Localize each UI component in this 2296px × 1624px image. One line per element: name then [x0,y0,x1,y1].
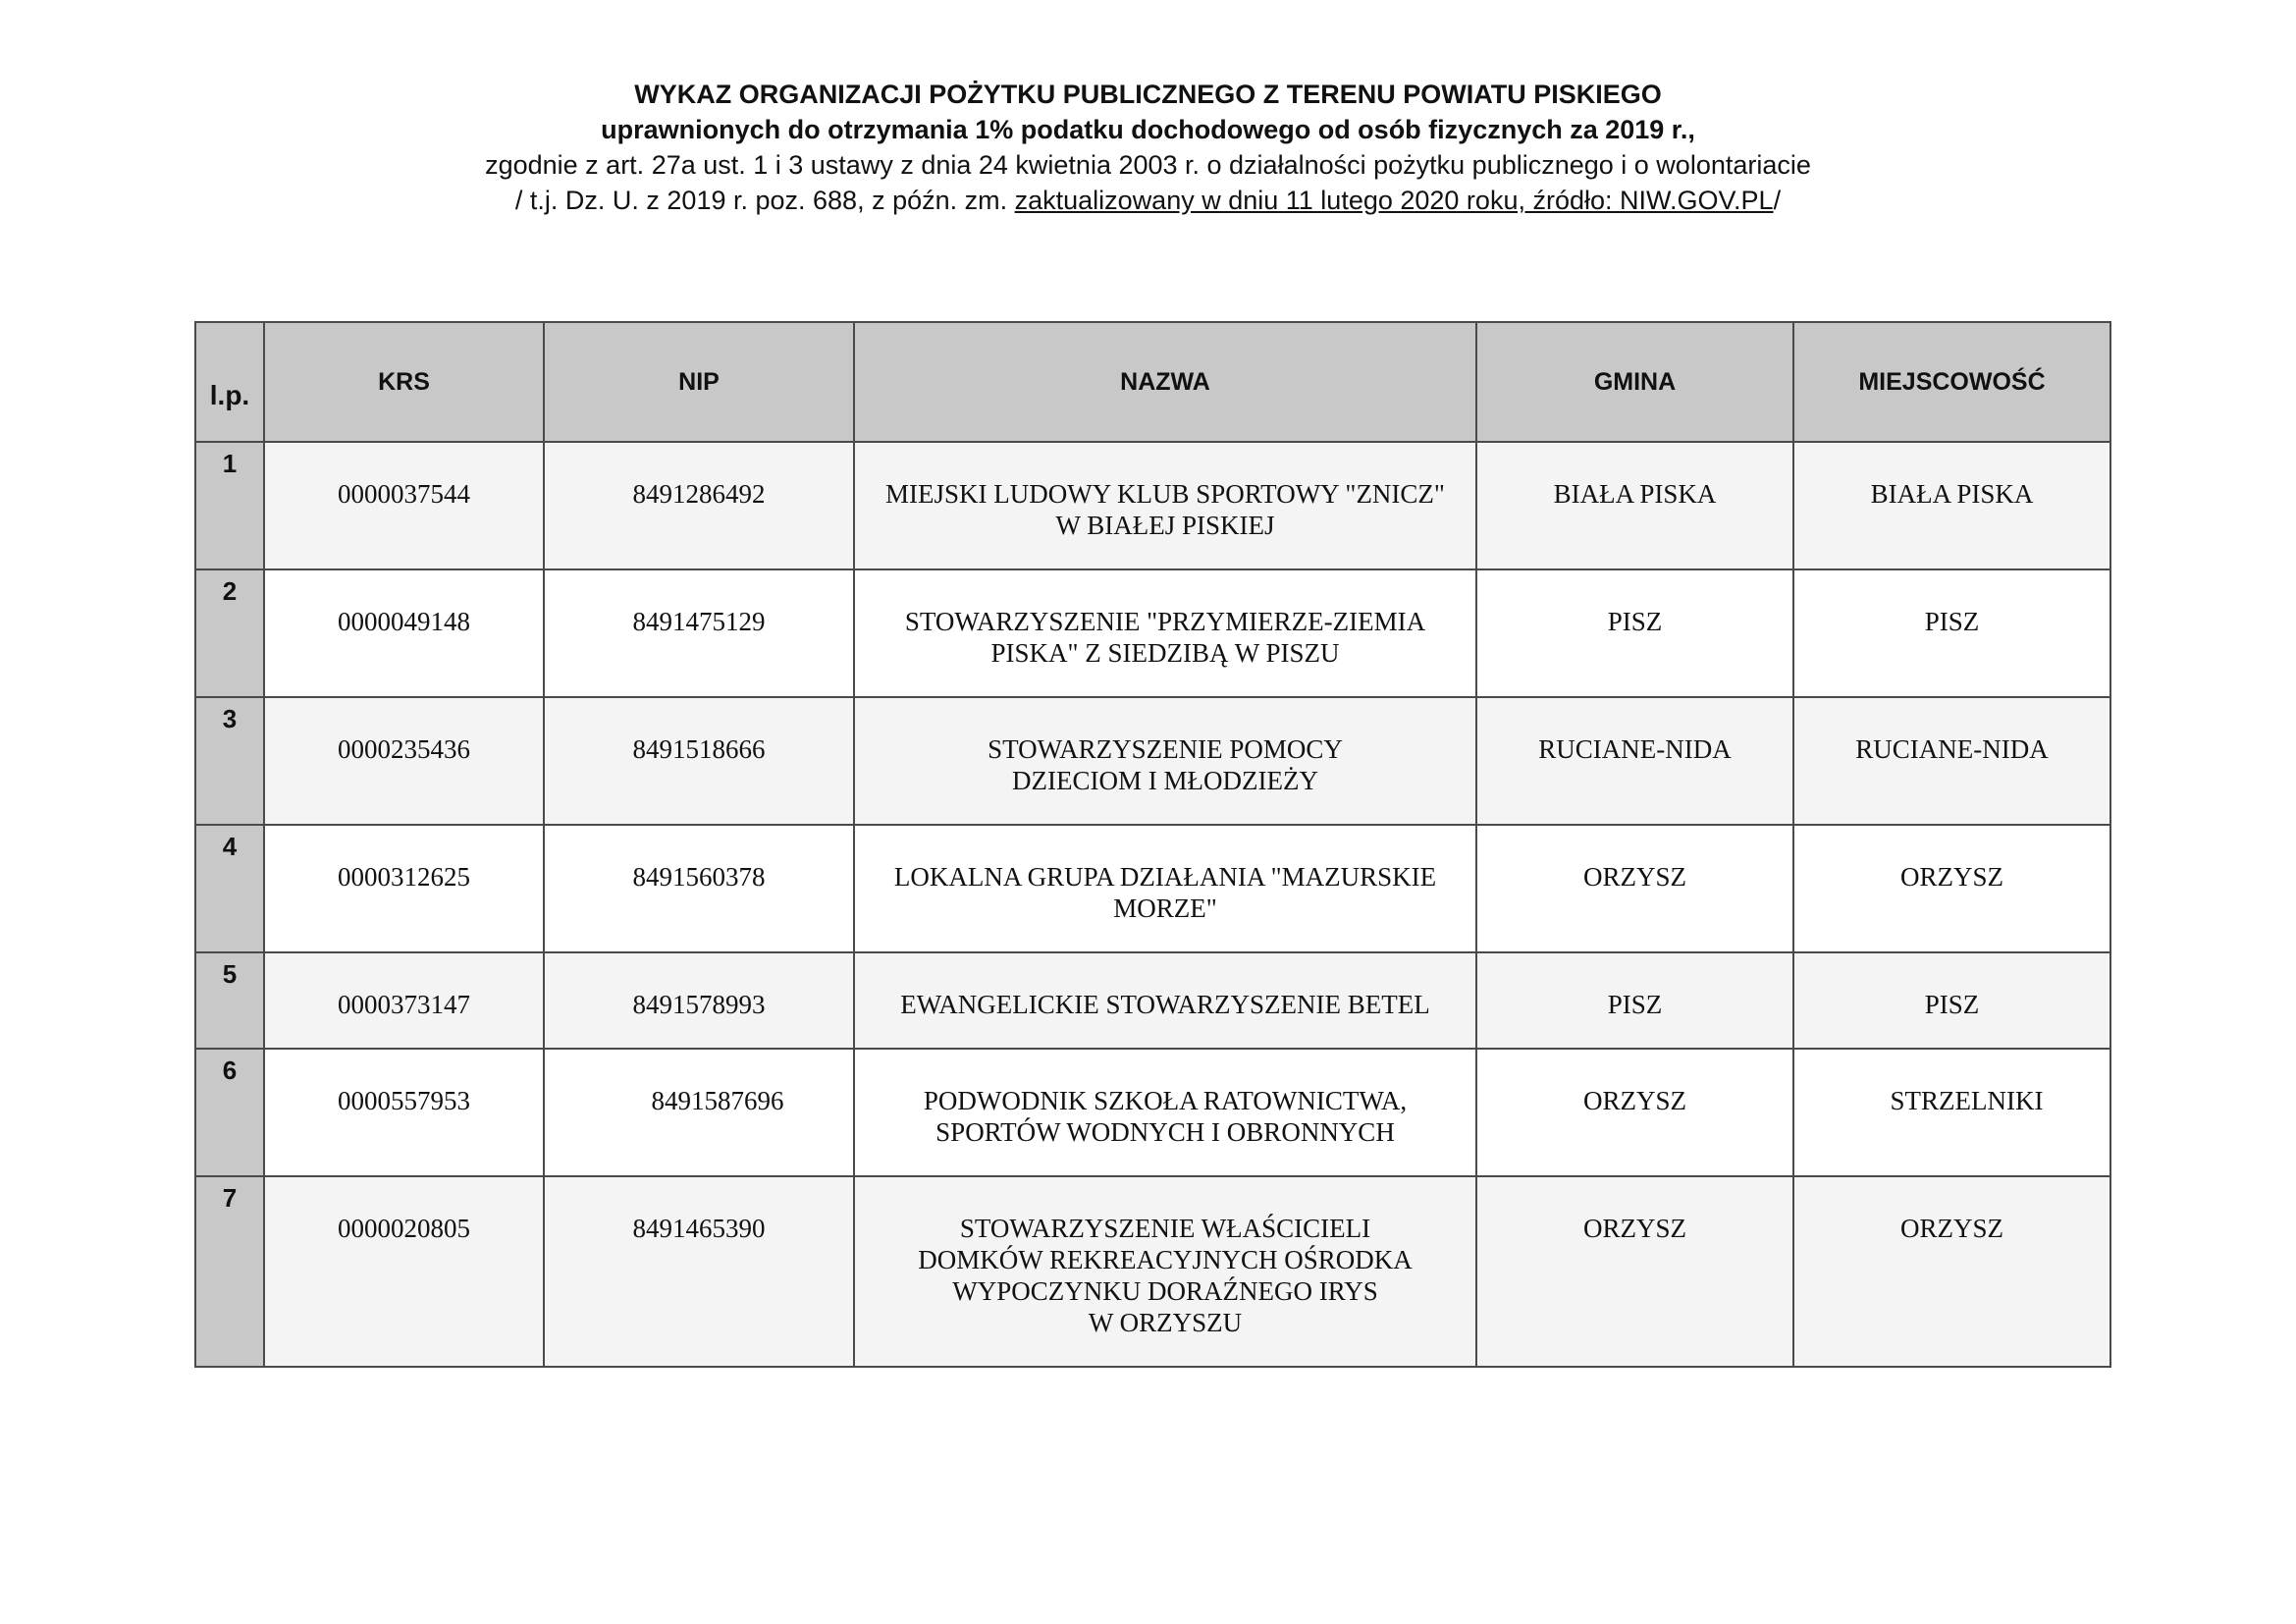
row-number: 4 [195,825,264,952]
source-line-text: / t.j. Dz. U. z 2019 r. poz. 688, z późn. zm. [514,186,1015,215]
nazwa-cell: EWANGELICKIE STOWARZYSZENIE BETEL [854,952,1476,1049]
gmina-cell: BIAŁA PISKA [1476,442,1793,569]
miejscowosc-cell: ORZYSZ [1793,1176,2110,1367]
table-row [195,1176,2110,1367]
table-row [195,697,2110,825]
nazwa-cell: LOKALNA GRUPA DZIAŁANIA "MAZURSKIE MORZE" [854,825,1476,952]
table-row [195,825,2110,952]
gmina-cell: ORZYSZ [1476,825,1793,952]
document-subtitle: uprawnionych do otrzymania 1% podatku dochodowego od osób fizycznych za 2019 r., [601,115,1695,144]
miejscowosc-cell: PISZ [1793,569,2110,697]
nip-cell: 8491475129 [544,569,854,697]
column-header-nip: NIP [544,322,854,442]
table-row [195,952,2110,1049]
miejscowosc-cell: STRZELNIKI [1793,1049,2110,1176]
krs-cell: 0000235436 [264,697,544,825]
krs-cell: 0000037544 [264,442,544,569]
table-row [195,569,2110,697]
legal-basis-line: zgodnie z art. 27a ust. 1 i 3 ustawy z dnia 24 kwietnia 2003 r. o działalności pożytku publicznego i o wolontariacie [485,150,1811,180]
krs-cell: 0000312625 [264,825,544,952]
row-number: 6 [195,1049,264,1176]
column-header-krs: KRS [264,322,544,442]
krs-cell: 0000020805 [264,1176,544,1367]
column-header-nazwa: NAZWA [854,322,1476,442]
row-number: 7 [195,1176,264,1367]
source-line-end: / [1773,186,1782,215]
miejscowosc-cell: RUCIANE-NIDA [1793,697,2110,825]
column-header-miejscowosc: MIEJSCOWOŚĆ [1793,322,2110,442]
nip-cell: 8491518666 [544,697,854,825]
nazwa-cell: STOWARZYSZENIE POMOCY DZIECIOM I MŁODZIEŻY [854,697,1476,825]
nip-cell: 8491286492 [544,442,854,569]
nazwa-cell: STOWARZYSZENIE "PRZYMIERZE-ZIEMIA PISKA" Z SIEDZIBĄ W PISZU [854,569,1476,697]
gmina-cell: RUCIANE-NIDA [1476,697,1793,825]
organizations-table [194,321,2111,1368]
krs-cell: 0000049148 [264,569,544,697]
source-update-note: zaktualizowany w dniu 11 lutego 2020 roku, źródło: NIW.GOV.PL [1014,186,1774,215]
row-number: 2 [195,569,264,697]
nip-cell: 8491560378 [544,825,854,952]
column-header-gmina: GMINA [1476,322,1793,442]
gmina-cell: PISZ [1476,952,1793,1049]
row-number: 1 [195,442,264,569]
gmina-cell: ORZYSZ [1476,1049,1793,1176]
row-number: 3 [195,697,264,825]
document-header [0,77,2296,218]
nazwa-cell: MIEJSKI LUDOWY KLUB SPORTOWY "ZNICZ" W BIAŁEJ PISKIEJ [854,442,1476,569]
table-header-row [195,322,2110,442]
row-number: 5 [195,952,264,1049]
gmina-cell: ORZYSZ [1476,1176,1793,1367]
miejscowosc-cell: PISZ [1793,952,2110,1049]
gmina-cell: PISZ [1476,569,1793,697]
miejscowosc-cell: BIAŁA PISKA [1793,442,2110,569]
source-line [0,183,2296,218]
nazwa-cell: STOWARZYSZENIE WŁAŚCICIELI DOMKÓW REKREACYJNYCH OŚRODKA WYPOCZYNKU DORAŹNEGO IRYS W ORZYSZU [854,1176,1476,1367]
krs-cell: 0000373147 [264,952,544,1049]
nip-cell: 8491465390 [544,1176,854,1367]
miejscowosc-cell: ORZYSZ [1793,825,2110,952]
table-row [195,1049,2110,1176]
nazwa-cell: PODWODNIK SZKOŁA RATOWNICTWA, SPORTÓW WODNYCH I OBRONNYCH [854,1049,1476,1176]
nip-cell: 8491587696 [544,1049,854,1176]
table-row [195,442,2110,569]
nip-cell: 8491578993 [544,952,854,1049]
document-title: WYKAZ ORGANIZACJI POŻYTKU PUBLICZNEGO Z TERENU POWIATU PISKIEGO [634,80,1662,109]
krs-cell: 0000557953 [264,1049,544,1176]
column-header-lp: l.p. [195,322,264,442]
